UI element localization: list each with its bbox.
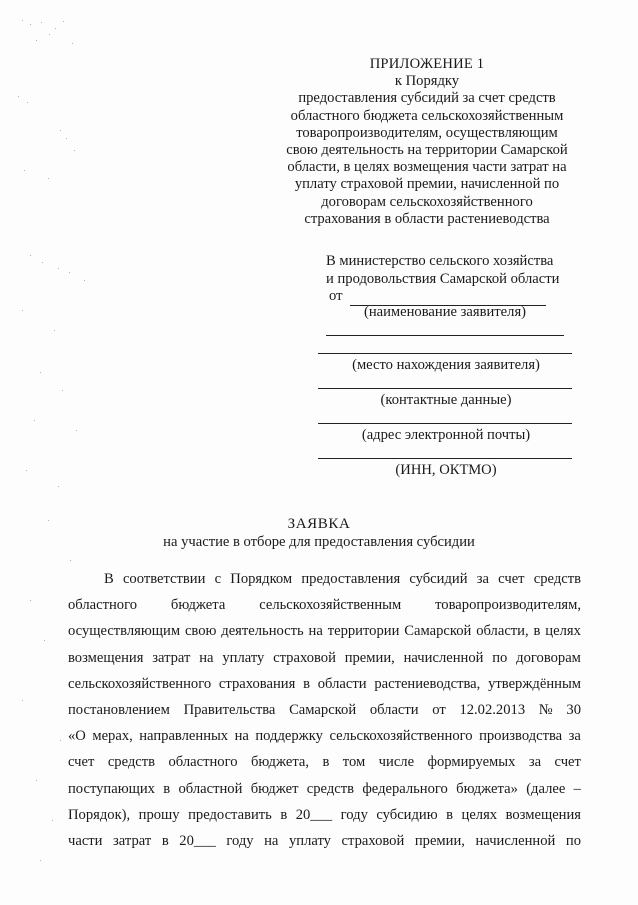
body-line	[68, 592, 581, 618]
applicant-location-line[interactable]	[318, 353, 572, 354]
body-word: на	[264, 832, 279, 849]
body-word: за	[568, 728, 581, 745]
body-word: страховой	[273, 649, 336, 666]
body-word: свою	[184, 623, 217, 640]
body-word: затрат	[152, 649, 191, 666]
body-word: в	[303, 675, 310, 692]
body-word: за	[528, 754, 542, 771]
body-word: предоставления	[301, 571, 401, 587]
body-word: счет	[554, 754, 581, 771]
body-word: территории	[327, 623, 400, 640]
applicant-location-caption: (место нахождения заявителя)	[352, 357, 540, 373]
body-word: средств	[107, 754, 156, 771]
body-word: году	[226, 832, 254, 849]
scan-speck	[60, 130, 61, 131]
appendix-line: предоставления субсидий за счет средств	[298, 90, 556, 107]
scan-speck	[44, 640, 45, 641]
body-word: счет	[498, 571, 525, 587]
body-word: направленных	[139, 728, 229, 745]
appendix-title: ПРИЛОЖЕНИЕ 1	[369, 56, 485, 72]
appendix-line: области, в целях возмещения части затрат на	[287, 159, 567, 176]
body-word: 20___	[295, 806, 333, 823]
appendix-header	[262, 56, 592, 228]
body-word: от	[432, 701, 446, 718]
body-word: 12.02.2013	[459, 701, 526, 718]
scan-speck	[18, 96, 19, 97]
body-word: на	[199, 649, 214, 666]
scan-speck	[62, 390, 63, 391]
scan-speck	[42, 262, 43, 263]
body-word: бюджет	[250, 780, 299, 797]
body-word: Порядком	[230, 571, 293, 587]
body-word: уплату	[288, 832, 331, 849]
appendix-line: страхования в области растениеводства	[304, 210, 550, 227]
body-word: страховой	[341, 832, 405, 849]
body-word: страхования	[218, 675, 296, 692]
body-word: осуществляющим	[68, 623, 181, 640]
scan-speck	[69, 272, 70, 273]
appendix-line: договорам сельскохозяйственного	[321, 193, 533, 210]
body-word: поступающих	[68, 780, 155, 797]
scan-speck	[66, 138, 67, 139]
body-word: субсидию	[376, 806, 438, 823]
scan-speck	[41, 22, 42, 23]
email-caption: (адрес электронной почты)	[361, 427, 531, 443]
body-word: Самарской	[404, 623, 472, 640]
scan-speck	[30, 600, 31, 601]
body-word: 30	[566, 701, 581, 718]
applicant-name-caption: (наименование заявителя)	[363, 304, 527, 320]
body-word: целях	[545, 623, 581, 640]
body-line	[68, 671, 581, 697]
appendix-line: к Порядку	[394, 73, 460, 90]
body-word: субсидий	[409, 571, 468, 587]
body-line	[68, 697, 581, 723]
body-word: областного	[68, 597, 137, 614]
body-word: с	[214, 571, 222, 587]
body-line	[68, 802, 581, 828]
body-word: 20___	[179, 832, 216, 849]
body-word: премии,	[414, 832, 465, 849]
body-word: части	[68, 832, 103, 849]
body-word: в	[163, 780, 171, 797]
scan-speck	[36, 780, 37, 781]
body-word: Самарской	[289, 701, 357, 718]
body-word: Правительства	[183, 701, 276, 718]
body-word: бюджета,	[250, 754, 309, 771]
scan-speck	[48, 178, 49, 179]
body-word: областного	[168, 754, 238, 771]
scan-speck	[40, 372, 41, 373]
body-line	[68, 566, 581, 592]
body-word: в	[446, 806, 454, 823]
body-word: по	[492, 649, 508, 666]
body-word: растениеводства,	[374, 675, 481, 692]
body-word: –	[573, 780, 581, 797]
scan-speck	[34, 420, 35, 421]
scan-speck	[72, 43, 73, 44]
body-word: соответствии	[122, 571, 206, 587]
body-word: сельскохозяйственного	[329, 728, 473, 745]
from-row	[312, 288, 582, 306]
addressee-line-1: В министерство сельского хозяйства	[326, 253, 554, 269]
body-word: Порядок),	[68, 806, 131, 823]
addressee-block	[312, 253, 582, 306]
body-word: области	[369, 701, 419, 718]
scan-speck	[22, 700, 23, 701]
body-word: уплату	[222, 649, 265, 666]
from-label: от	[329, 288, 343, 304]
scan-speck	[26, 470, 27, 471]
scan-speck	[27, 102, 28, 103]
body-word: в	[161, 832, 169, 849]
body-word: бюджета	[170, 597, 226, 614]
body-word: «О	[68, 728, 86, 745]
body-word: поддержку	[255, 728, 323, 745]
body-line	[68, 723, 581, 749]
body-line	[68, 618, 581, 644]
scan-speck	[84, 280, 85, 281]
body-line	[68, 828, 581, 854]
body-word: возмещения	[68, 649, 144, 666]
body-word: федерального	[362, 780, 448, 797]
appendix-line: областного бюджета сельскохозяйственным	[290, 107, 564, 124]
contacts-line[interactable]	[318, 388, 572, 389]
body-word: утверждённым	[488, 675, 581, 692]
body-word: В	[104, 571, 114, 587]
body-word: возмещения	[505, 806, 581, 823]
body-word: областной	[178, 780, 243, 797]
body-word: деятельность	[221, 623, 304, 640]
body-word: году	[340, 806, 368, 823]
body-word: постановлением	[68, 701, 170, 718]
document-subtitle: на участие в отборе для предоставления субсидии	[163, 534, 475, 550]
body-word: сельскохозяйственного	[68, 675, 212, 692]
body-word: области,	[476, 623, 529, 640]
body-word: целях	[461, 806, 498, 823]
body-word: в	[322, 754, 330, 771]
body-word: премии,	[344, 649, 395, 666]
body-word: на	[234, 728, 249, 745]
application-body	[68, 566, 581, 854]
body-word: на	[308, 623, 323, 640]
scan-speck	[40, 860, 41, 861]
scan-speck	[49, 34, 50, 35]
scan-speck	[55, 28, 56, 29]
body-word: мерах,	[92, 728, 133, 745]
body-line	[68, 645, 581, 671]
body-word: договорам	[516, 649, 581, 666]
scan-speck	[76, 430, 77, 431]
scan-speck	[63, 21, 64, 22]
scan-speck	[58, 486, 59, 487]
appendix-line: товаропроизводителям, осуществляющим	[296, 124, 558, 141]
body-word: за	[476, 571, 489, 587]
body-word: том	[342, 754, 366, 771]
scan-speck	[58, 268, 59, 269]
scan-speck	[74, 150, 75, 151]
scan-speck	[22, 310, 23, 311]
body-word: области	[317, 675, 367, 692]
scan-speck	[24, 170, 25, 171]
body-line	[68, 776, 581, 802]
body-word: прошу	[138, 806, 180, 823]
body-word: средств	[533, 571, 581, 587]
body-word: предоставить	[188, 806, 272, 823]
body-word: затрат	[113, 832, 152, 849]
inn-oktmo-caption: (ИНН, ОКТМО)	[395, 462, 497, 478]
contacts-caption: (контактные данные)	[380, 392, 512, 408]
body-word: средств	[306, 780, 355, 797]
body-word: счет	[68, 754, 95, 771]
body-word: формируемых	[427, 754, 516, 771]
applicant-name-extra-line[interactable]	[326, 335, 564, 336]
addressee-line-2: и продовольствия Самарской области	[326, 270, 560, 287]
scan-speck	[22, 20, 23, 21]
appendix-line: свою деятельность на территории Самарской	[286, 142, 568, 159]
body-word: бюджета»	[456, 780, 518, 797]
body-word: в	[533, 623, 541, 640]
body-word: по	[565, 832, 581, 849]
scan-speck	[60, 740, 61, 741]
body-word: №	[538, 701, 553, 718]
body-word: товаропроизводителям,	[435, 597, 581, 614]
scan-speck	[36, 40, 37, 41]
body-word: начисленной	[403, 649, 484, 666]
body-word: производства	[479, 728, 563, 745]
email-line[interactable]	[318, 423, 572, 424]
scan-speck	[30, 255, 31, 256]
body-word: начисленной	[475, 832, 556, 849]
body-word: числе	[378, 754, 415, 771]
body-word: в	[280, 806, 288, 823]
scan-speck	[30, 24, 31, 25]
body-word: сельскохозяйственным	[259, 597, 402, 614]
body-line	[68, 749, 581, 775]
scan-speck	[54, 330, 55, 331]
scan-speck	[52, 820, 53, 821]
body-word: (далее	[526, 780, 566, 797]
scan-speck	[70, 560, 71, 561]
document-title: ЗАЯВКА	[287, 516, 351, 532]
appendix-line: уплату страховой премии, начисленной по	[294, 176, 560, 193]
inn-oktmo-line[interactable]	[318, 458, 572, 459]
